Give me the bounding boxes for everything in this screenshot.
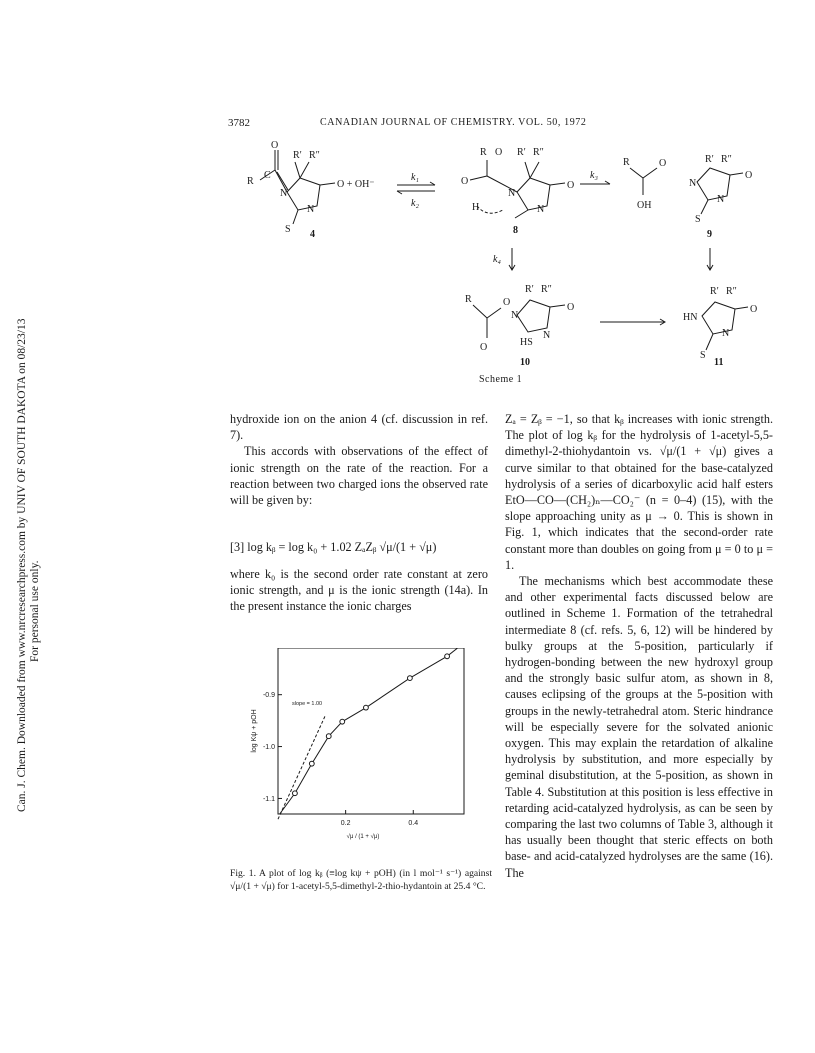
svg-text:O: O	[567, 302, 575, 313]
svg-text:R: R	[247, 176, 254, 187]
data-point	[340, 719, 345, 724]
y-axis-label: log Kψ + pOH	[251, 709, 258, 753]
svg-text:O: O	[503, 297, 511, 308]
journal-title: CANADIAN JOURNAL OF CHEMISTRY. VOL. 50, 1972	[320, 117, 587, 128]
svg-text:O: O	[480, 342, 488, 353]
left-para-3: where k₀ is the second order rate constant at zero ionic strength, and μ is the ionic strength (14a). In the present instance the ionic charges	[230, 567, 488, 614]
right-para-1: Zₐ = Zᵦ = −1, so that kᵦ increases with ionic strength. The plot of log kᵦ for the hydrolysis of 1-acetyl-5,5-dimethyl-2-thiohydantoin vs. √μ/(1 + √μ) gives a curve similar to that obtained for the base-catalyzed hydrolysis of a series of dicarboxylic acid half esters EtO—CO—(CH₂)ₙ—CO₂⁻ (n = 0–4) (15), with the slope approaching unity as μ → 0. This is shown in Fig. 1, which indicates that the second-order rate constant more than doubles on going from μ = 0 to μ = 1.	[505, 412, 773, 572]
data-point	[445, 654, 450, 659]
left-column	[230, 411, 488, 508]
plot-frame	[278, 648, 464, 814]
data-point	[309, 761, 314, 766]
svg-text:O: O	[750, 304, 758, 315]
left-para-1: hydroxide ion on the anion 4 (cf. discussion in ref. 7).	[230, 412, 488, 443]
svg-text:R″: R″	[721, 154, 732, 165]
svg-text:O: O	[461, 176, 469, 187]
svg-text:R″: R″	[726, 286, 737, 297]
slope-line	[278, 715, 325, 819]
svg-text:O: O	[567, 180, 575, 191]
fitted-curve	[280, 648, 459, 814]
svg-text:O: O	[271, 140, 279, 151]
figure-1-plot	[250, 648, 480, 858]
download-note-line2: For personal use only.	[29, 560, 41, 662]
data-point	[326, 734, 331, 739]
svg-text:R: R	[480, 147, 487, 158]
svg-text:R′: R′	[517, 147, 526, 158]
compound-11-label: 11	[714, 357, 724, 368]
svg-text:N: N	[689, 178, 697, 189]
svg-text:k₄: k₄	[493, 254, 501, 265]
download-side-note	[0, 160, 58, 810]
svg-text:HS: HS	[520, 337, 533, 348]
svg-text:k₃: k₃	[590, 170, 598, 181]
right-para-2: The mechanisms which best accommodate these and other experimental facts discussed below are outlined in Scheme 1. Formation of the tetrahedral intermediate 8 (cf. refs. 5, 6, 12) will be hindered by bulky groups at the 5-position, particularly if hydrogen-bonding between the new hydroxyl group and the strongly basic sulfur atom, as shown in 8, causes eclipsing of the groups at the 5-position with groups in the newly-tetrahedral atom. Steric hindrance will be especially severe for the solvated anionic oxygen. This may explain the retardation of alkaline hydrolysis by substitution, and more especially by geminal disubstitution, at the 5-position, as shown in Table 4. Substitution at this position is less effective in retarding acid-catalyzed hydrolysis, as can be seen by comparing the last two columns of Table 3, although it has usually been thought that steric effects on both base- and acid-catalyzed hydrolyses are the same (16). The	[505, 574, 773, 880]
download-note-line1: Can. J. Chem. Downloaded from www.nrcresearchpress.com by UNIV OF SOUTH DAKOTA on 08/23/13	[16, 318, 28, 812]
equation-3: [3] log kᵦ = log k₀ + 1.02 ZₐZᵦ √μ/(1 + √μ)	[230, 540, 437, 554]
svg-text:N: N	[280, 188, 288, 199]
svg-text:R′: R′	[705, 154, 714, 165]
svg-text:N: N	[543, 330, 551, 341]
y-tick-label: -1.1	[262, 795, 275, 803]
x-tick-label: 0.4	[408, 820, 419, 827]
svg-text:N: N	[508, 188, 516, 199]
page-number: 3782	[228, 117, 250, 129]
svg-text:N: N	[717, 194, 725, 205]
svg-text:R″: R″	[533, 147, 544, 158]
figure-1-caption: Fig. 1. A plot of log kᵦ (≡log kψ + pOH) (in l mol⁻¹ s⁻¹) against √μ/(1 + √μ) for 1-acetyl-5,5-dimethyl-2-thio-hydantoin at 25.4 °C.	[230, 868, 492, 892]
svg-text:R′: R′	[525, 284, 534, 295]
svg-text:H: H	[472, 202, 480, 213]
svg-text:k₂: k₂	[411, 198, 419, 209]
scheme-caption: Scheme 1	[479, 374, 523, 385]
compound-8-label: 8	[513, 225, 518, 236]
svg-text:N: N	[722, 328, 730, 339]
svg-text:N: N	[537, 204, 545, 215]
svg-text:R: R	[465, 294, 472, 305]
svg-text:O + OH⁻: O + OH⁻	[337, 179, 375, 190]
right-column	[505, 411, 773, 881]
compound-9-label: 9	[707, 229, 712, 240]
svg-text:R″: R″	[541, 284, 552, 295]
left-para-2: This accords with observations of the effect of ionic strength on the rate of the reaction. For a reaction between two charged ions the observed rate will be given by:	[230, 444, 488, 508]
svg-text:O: O	[659, 158, 667, 169]
svg-text:O: O	[745, 170, 753, 181]
compound-10-label: 10	[520, 357, 530, 368]
data-point	[364, 705, 369, 710]
svg-text:R″: R″	[309, 150, 320, 161]
svg-text:R′: R′	[293, 150, 302, 161]
data-point	[407, 676, 412, 681]
svg-text:HN: HN	[683, 312, 698, 323]
svg-text:S: S	[700, 350, 706, 361]
svg-text:O: O	[495, 147, 503, 158]
svg-text:S: S	[695, 214, 701, 225]
reaction-scheme	[225, 140, 765, 395]
x-axis-label: √μ / (1 + √μ)	[346, 834, 380, 840]
svg-text:R′: R′	[710, 286, 719, 297]
data-point	[293, 791, 298, 796]
svg-text:N: N	[511, 310, 519, 321]
compound-4-label: 4	[310, 229, 315, 240]
x-tick-label: 0.2	[340, 820, 351, 827]
left-column-continued	[230, 566, 488, 615]
svg-text:C: C	[264, 170, 271, 181]
y-tick-label: -1.0	[262, 744, 275, 752]
y-tick-label: -0.9	[262, 692, 275, 700]
slope-label: slope = 1.00	[292, 701, 323, 708]
svg-text:N: N	[307, 204, 315, 215]
svg-text:k₁: k₁	[411, 172, 419, 183]
svg-text:S: S	[285, 224, 291, 235]
svg-text:OH: OH	[637, 200, 652, 211]
svg-text:R: R	[623, 157, 630, 168]
